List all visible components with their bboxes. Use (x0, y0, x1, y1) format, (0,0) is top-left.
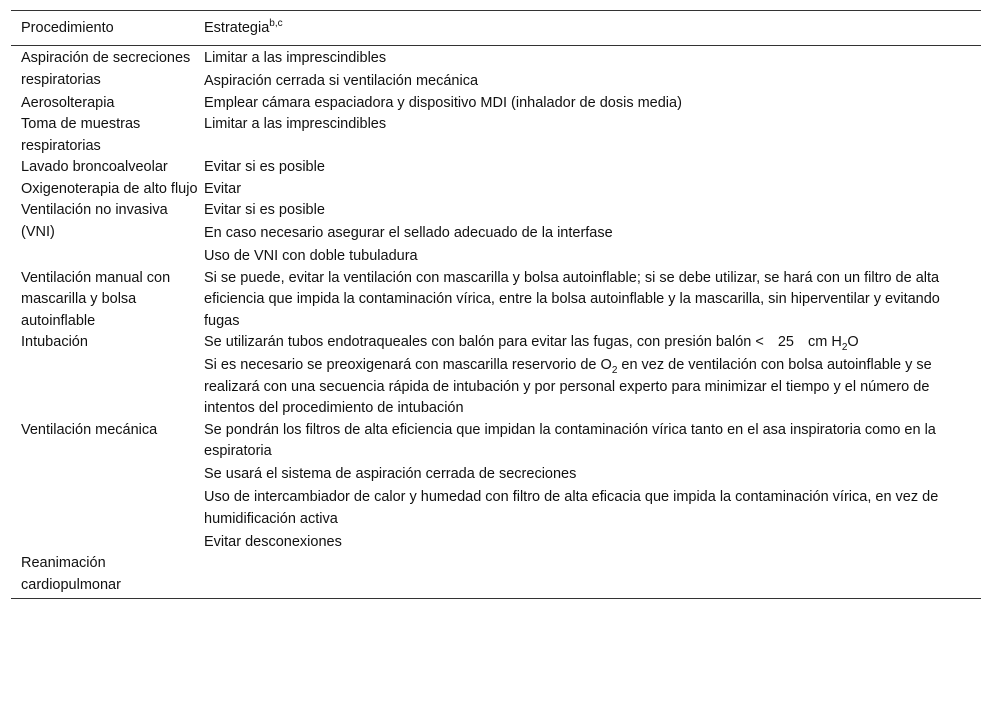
strategy-cell (204, 157, 981, 179)
table-row (11, 179, 981, 201)
intubation-text: Se utilizarán tubos endotraqueales con balón para evitar las fugas, con presión balón < (204, 334, 764, 350)
strategy-line: Evitar (204, 180, 242, 197)
table-row (11, 553, 981, 599)
header-strategy-footnote: b,c (269, 18, 283, 30)
intubation-text: Si es necesario se preoxigenará con mascarilla reservorio de O (204, 357, 612, 373)
strategy-line: Se usará el sistema de aspiración cerrada de secreciones (204, 466, 577, 482)
procedure-cell: Lavado broncoalveolar (21, 159, 168, 175)
header-strategy (204, 11, 981, 46)
procedures-table-container (11, 10, 981, 599)
strategy-line: Limitar a las imprescindibles (204, 116, 387, 132)
table-row (11, 268, 981, 333)
strategy-line: Emplear cámara espaciadora y dispositivo MDI (inhalador de dosis media) (204, 94, 682, 111)
strategy-cell (204, 420, 981, 554)
header-strategy-label: Estrategia (204, 20, 270, 36)
table-row (11, 420, 981, 554)
procedure-cell: Aerosolterapia (21, 94, 115, 111)
table-row (11, 114, 981, 157)
strategy-line: Uso de VNI con doble tubuladura (204, 248, 418, 264)
strategy-line: Uso de intercambiador de calor y humedad con filtro de alta eficacia que impida la contaminación vírica, en vez de humidificación activa (204, 489, 939, 527)
strategy-line: Evitar si es posible (204, 159, 325, 175)
strategy-cell (204, 268, 981, 333)
strategy-cell (204, 200, 981, 268)
procedure-cell: Toma de muestras respiratorias (21, 116, 141, 154)
strategy-cell (204, 46, 981, 93)
strategy-line: Evitar si es posible (204, 202, 325, 218)
table-row (11, 200, 981, 268)
pressure-unit-suffix: O (847, 334, 859, 350)
strategy-line: En caso necesario asegurar el sellado adecuado de la interfase (204, 225, 613, 241)
table-row (11, 93, 981, 115)
procedure-cell: Intubación (21, 334, 88, 350)
strategy-line: Se pondrán los filtros de alta eficiencia que impidan la contaminación vírica tanto en el asa inspiratoria como en la espiratoria (204, 421, 936, 459)
procedure-cell: Aspiración de secreciones respiratorias (21, 50, 191, 88)
table-row (11, 332, 981, 420)
procedure-cell: Ventilación mecánica (21, 421, 158, 438)
procedure-cell: Reanimación cardiopulmonar (11, 553, 204, 599)
table-header-row (11, 11, 981, 46)
strategy-line: Limitar a las imprescindibles (204, 50, 387, 66)
strategy-cell (204, 179, 981, 201)
strategy-cell (204, 332, 981, 420)
table-row (11, 157, 981, 179)
strategy-line: Evitar desconexiones (204, 533, 342, 550)
strategy-cell (204, 553, 981, 599)
procedure-cell: Oxigenoterapia de alto flujo (21, 180, 198, 197)
strategy-line (204, 355, 941, 420)
strategy-line: Si se puede, evitar la ventilación con mascarilla y bolsa autoinflable; si se debe utilizar, se hará con un filtro de alta eficiencia que impida la contaminación vírica, entre la bolsa autoinflable y la mascarilla, sin hiperventilar y evitando fugas (204, 269, 940, 329)
strategy-cell (204, 93, 981, 115)
header-procedure: Procedimiento (21, 20, 114, 36)
procedure-cell: Ventilación no invasiva (VNI) (21, 202, 168, 240)
procedures-table (11, 10, 981, 599)
oxygen-subscript: 2 (611, 364, 618, 376)
strategy-line (204, 332, 941, 354)
pressure-unit: cm H (807, 334, 842, 350)
pressure-value: 25 (777, 334, 794, 350)
intubation-text: en vez de ventilación con bolsa autoinflable y se realizará con una secuencia rápida de intubación y por personal experto para minimizar el tiempo y el número de intentos del procedimiento de intubación (204, 357, 932, 416)
pressure-unit-subscript: 2 (841, 341, 848, 353)
strategy-line: Aspiración cerrada si ventilación mecánica (204, 73, 479, 89)
strategy-cell (204, 114, 981, 157)
table-row (11, 46, 981, 93)
procedure-cell: Ventilación manual con mascarilla y bolsa autoinflable (21, 269, 171, 329)
